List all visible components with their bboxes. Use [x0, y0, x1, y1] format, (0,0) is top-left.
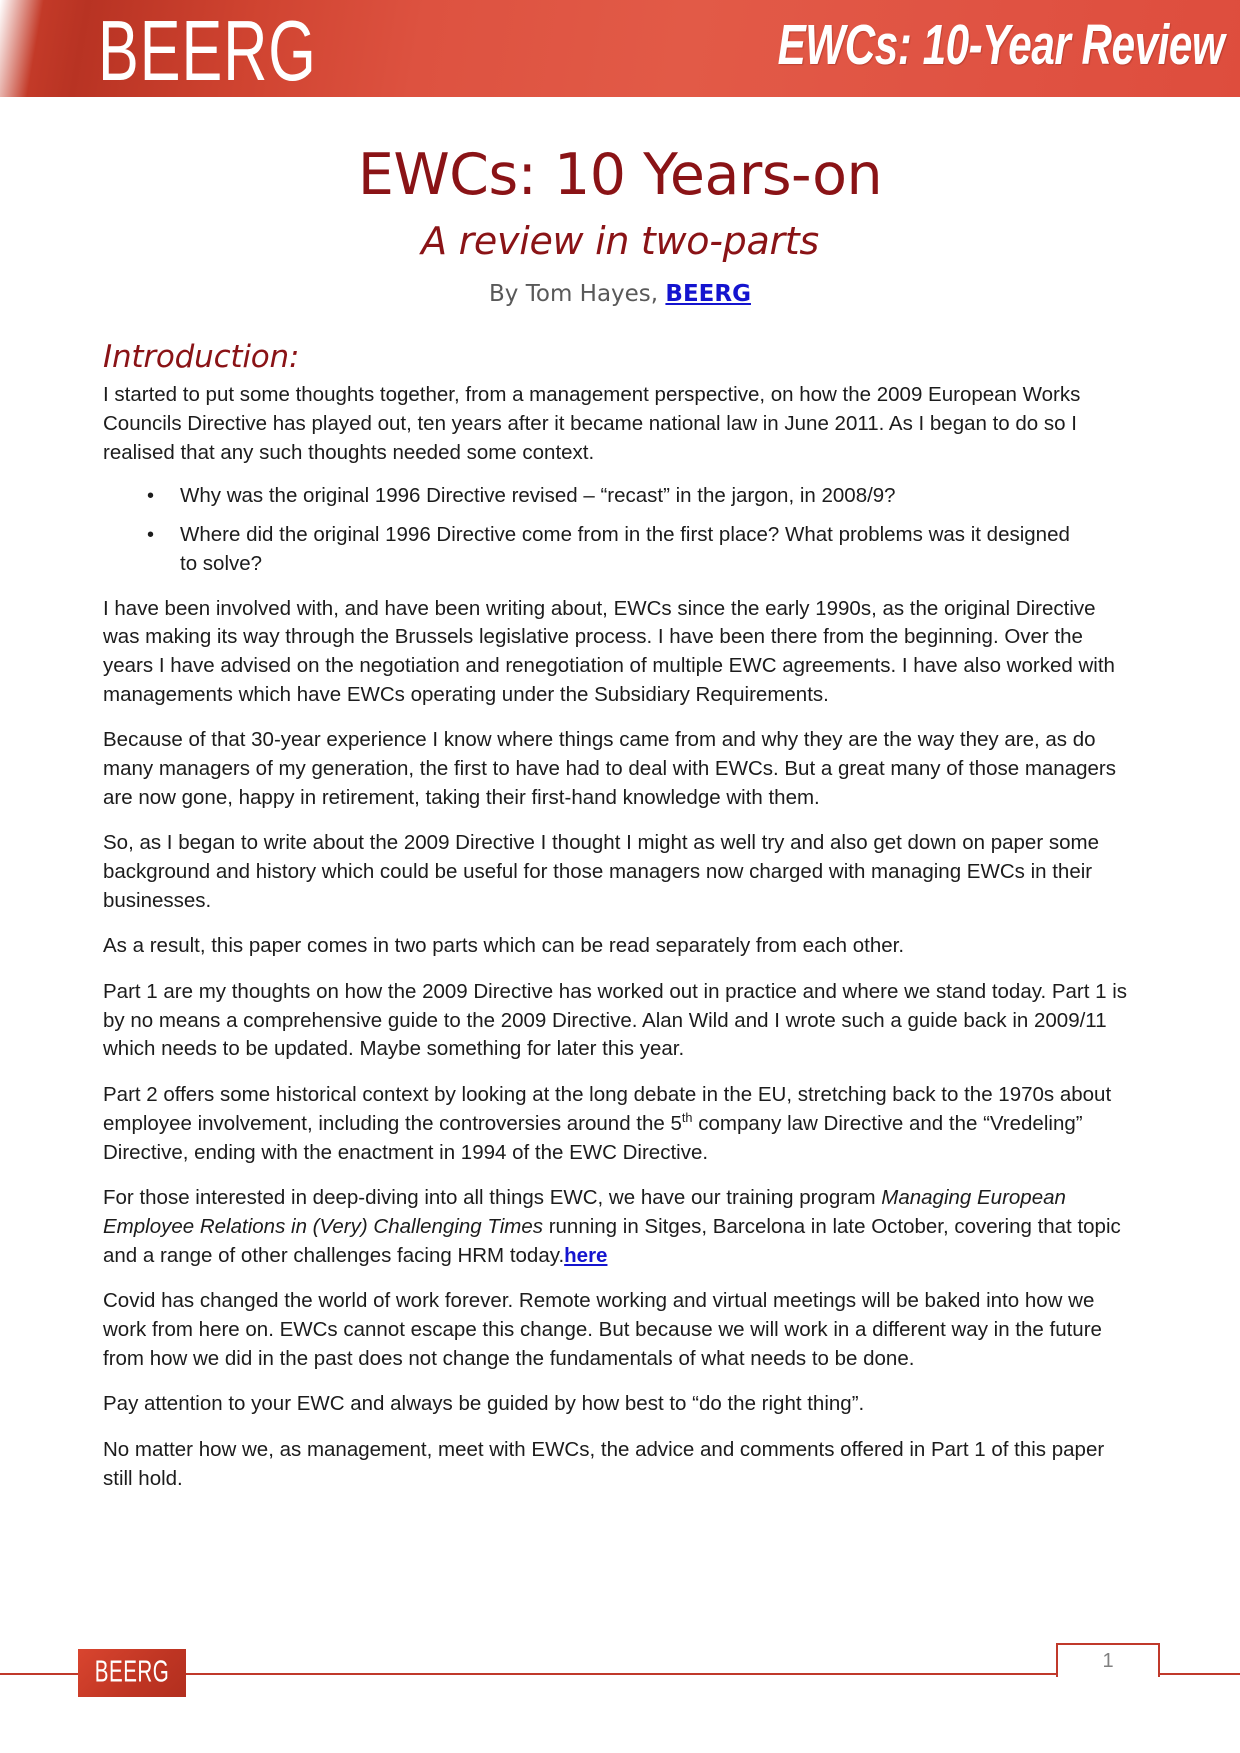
ordinal-superscript: th	[681, 1110, 693, 1126]
page-content	[0, 97, 1240, 1510]
paragraph-9: Covid has changed the world of work forever. Remote working and virtual meetings will be baked into how we work from here on. EWCs cannot escape this change. But because we will work in a different way in the future from how we did in the past does not change the fundamentals of what needs to be done.	[103, 1289, 1102, 1370]
paragraph-7	[103, 1081, 1137, 1167]
body-text-block	[0, 381, 1240, 1493]
paragraph-7-part-b: company law Directive and the “Vredeling” Directive, ending with the enactment in 1994 of the EWC Directive.	[103, 1111, 1083, 1164]
byline	[0, 281, 1240, 307]
list-item-label: Where did the original 1996 Directive come from in the first place? What problems was it designed to solve?	[180, 523, 1070, 575]
paragraph-1: I started to put some thoughts together, from a management perspective, on how the 2009 European Works Councils Directive has played out, ten years after it became national law in June 2011. As I began to do so I realised that any such thoughts needed some context.	[103, 383, 1081, 464]
training-program-name: Managing European Employee Relations in (Very) Challenging Times	[103, 1186, 1066, 1238]
paragraph-7-part-a: Part 2 offers some historical context by looking at the long debate in the EU, stretching back to the 1970s about employee involvement, including the controversies around the 5	[103, 1083, 1112, 1135]
section-heading-introduction: Introduction:	[103, 339, 300, 376]
here-link[interactable]: here	[564, 1243, 608, 1267]
paragraph-8	[103, 1184, 1137, 1270]
list-item	[103, 521, 1080, 578]
beerg-logo-footer-label: BEERG	[94, 1655, 170, 1689]
bullet-icon: •	[147, 485, 155, 508]
page-number: 1	[1102, 1649, 1114, 1672]
beerg-logo-footer	[78, 1649, 186, 1697]
paragraph-4: So, as I began to write about the 2009 Directive I thought I might as well try and also get down on paper some background and history which could be useful for those managers now charged with managing EWCs in their businesses.	[103, 831, 1099, 912]
header-document-title: EWCs: 10-Year Review	[777, 14, 1224, 77]
page-footer	[0, 1645, 1240, 1705]
paragraph-2: I have been involved with, and have been writing about, EWCs since the early 1990s, as the original Directive was making its way through the Brussels legislative process. I have been there from the beginning. Over the years I have advised on the negotiation and renegotiation of multiple EWC agreements. I have also worked with managements which have EWCs operating under the Subsidiary Requirements.	[103, 596, 1115, 706]
page-title: EWCs: 10 Years-on	[357, 142, 883, 208]
list-item-label: Why was the original 1996 Directive revised – “recast” in the jargon, in 2008/9?	[180, 484, 896, 508]
list-item	[103, 482, 1080, 511]
paragraph-10: Pay attention to your EWC and always be guided by how best to “do the right thing”.	[103, 1392, 865, 1416]
page-number-box	[1056, 1643, 1160, 1677]
paragraph-11: No matter how we, as management, meet with EWCs, the advice and comments offered in Part 1 of this paper still hold.	[103, 1438, 1105, 1490]
byline-text: By Tom Hayes,	[489, 281, 666, 308]
paragraph-5: As a result, this paper comes in two parts which can be read separately from each other.	[103, 934, 905, 958]
paragraph-8-part-b: running in Sitges, Barcelona in late October, covering that topic and a range of other challenges facing HRM today.	[103, 1214, 1121, 1267]
byline-beerg-link[interactable]: BEERG	[665, 281, 751, 308]
paragraph-3: Because of that 30-year experience I know where things came from and why they are the way they are, as do many managers of my generation, the first to have had to deal with EWCs. But a great many of those managers are now gone, happy in retirement, taking their first-hand knowledge with them.	[103, 728, 1116, 809]
page-header-banner	[0, 0, 1240, 100]
paragraph-6: Part 1 are my thoughts on how the 2009 Directive has worked out in practice and where we stand today. Part 1 is by no means a comprehensive guide to the 2009 Directive. Alan Wild and I wrote such a guide back in 2009/11 which needs to be updated. Maybe something for later this year.	[103, 980, 1128, 1061]
bullet-icon: •	[147, 524, 155, 547]
footer-divider	[0, 1673, 1240, 1675]
context-question-list	[103, 482, 1137, 578]
page-subtitle: A review in two-parts	[421, 219, 819, 264]
beerg-logo-header: BEERG	[98, 4, 317, 100]
paragraph-8-part-a: For those interested in deep-diving into all things EWC, we have our training program	[103, 1186, 882, 1210]
